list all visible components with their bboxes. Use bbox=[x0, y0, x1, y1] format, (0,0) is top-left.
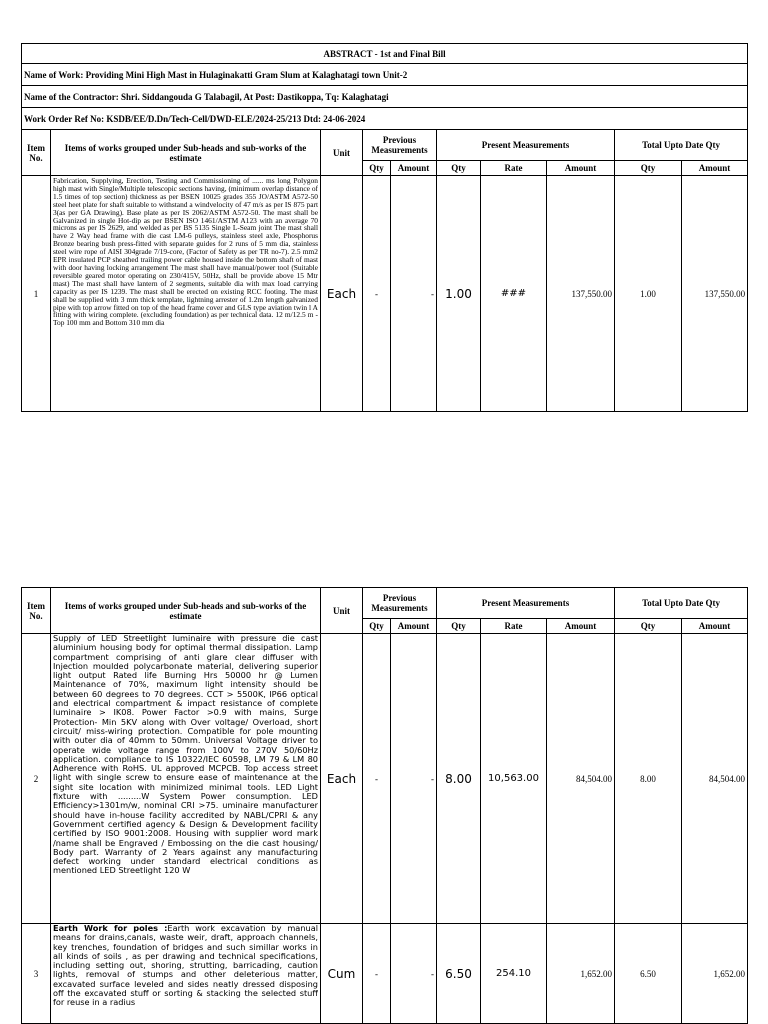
name-of-work: Name of Work: Providing Mini High Mast in Hulaginakatti Gram Slum at Kalaghatagi town Unit-2 bbox=[22, 64, 748, 86]
present-qty: 8.00 bbox=[437, 634, 481, 924]
abstract-table-page-1 bbox=[21, 43, 748, 412]
header-previous: Previous Measurements bbox=[363, 588, 437, 619]
prev-qty: - bbox=[363, 924, 391, 1024]
present-qty: 6.50 bbox=[437, 924, 481, 1024]
prev-amount: - bbox=[391, 924, 437, 1024]
header-present-amount: Amount bbox=[547, 619, 615, 634]
table-row bbox=[22, 176, 748, 412]
item-unit: Each bbox=[321, 634, 363, 924]
item-unit: Cum bbox=[321, 924, 363, 1024]
header-total-qty: Qty bbox=[615, 619, 682, 634]
header-total-amount: Amount bbox=[682, 619, 748, 634]
work-order-ref: Work Order Ref No: KSDB/EE/D.Dn/Tech-Cell/DWD-ELE/2024-25/213 Dtd: 24-06-2024 bbox=[22, 108, 748, 130]
header-item-no: Item No. bbox=[22, 130, 51, 176]
item-description-text: Earth work excavation by manual means for drains,canals, waste weir, draft, approach channels, key trenches, foundation of bridges and such simillar works in all kinds of soils , as per drawing and technical specifications, including setting out, shoring, strutting, barricading, caution lights, removal of stumps and other deleterious matter, excavated surface leveled and sides neatly dressed disposing off the excavated stuff or sorting & stacking the selected stuff for reuse in a radius bbox=[53, 924, 318, 1008]
abstract-title: ABSTRACT - 1st and Final Bill bbox=[22, 44, 748, 64]
contractor-name: Name of the Contractor: Shri. Siddangouda G Talabagil, At Post: Dastikoppa, Tq: Kalaghatagi bbox=[22, 86, 748, 108]
total-amount: 84,504.00 bbox=[682, 634, 748, 924]
header-item-no: Item No. bbox=[22, 588, 51, 634]
header-prev-amount: Amount bbox=[391, 161, 437, 176]
prev-amount: - bbox=[391, 634, 437, 924]
header-prev-qty: Qty bbox=[363, 161, 391, 176]
item-no: 1 bbox=[22, 176, 51, 412]
total-qty: 6.50 bbox=[615, 924, 682, 1024]
present-rate: 10,563.00 bbox=[481, 634, 547, 924]
present-rate: ### bbox=[481, 176, 547, 412]
total-amount: 1,652.00 bbox=[682, 924, 748, 1024]
header-total: Total Upto Date Qty bbox=[615, 588, 748, 619]
header-present-rate: Rate bbox=[481, 619, 547, 634]
item-description bbox=[51, 924, 321, 1024]
prev-qty: - bbox=[363, 634, 391, 924]
total-qty: 8.00 bbox=[615, 634, 682, 924]
header-present-qty: Qty bbox=[437, 619, 481, 634]
table-row bbox=[22, 924, 748, 1024]
header-present: Present Measurements bbox=[437, 588, 615, 619]
item-no: 3 bbox=[22, 924, 51, 1024]
header-items: Items of works grouped under Sub-heads and sub-works of the estimate bbox=[51, 588, 321, 634]
item-description: Fabrication, Supplying, Erection, Testing and Commissioning of ...... ms long Polygon high mast with Single/Multiple telescopic sections having, (minimum overlap distance of 1.5 times of top section) thickness as per BSEN 10025 grades 355 JO/ASTM A572-50 steel heet plate for shaft suitable to withstand a windvelocity of 47 m/s as per IS 875 part 3(as per GA Drawing). Base plate as per IS 2062/ASTM A572-50. The mast shall be Galvanized in single Hot-dip as per BSEN ISO 1461/ASTM A123 with an average 70 microns as per IS 2629, and welded as per BS 5135 Single L-Seam joint The mast shall have 2 Way head frame with die cast LM-6 pulleys, stainless steel axle, Phosphorus Bronze bearing bush press-fitted with separate guides for 2 runs of 5 mm dia, stainless steel wire rope of AISI 304grade 7/19-core, (Factor of Safety as per TR no-7). 2.5 mm2 EPR insulated PCP sheathed trailing power cable housed inside the bottom shaft of mast with door having locking arrangement The mast shall have manual/power tool (Suitable reversible geared motor operating on 230/415V, 50Hz, shall be provide above 15 Mtr mast) The mast shall have lantern of 2 segments, suitable dia with max load carrying capacity as per IS 1239. The mast shall be erected on existing RCC footing. The mast shall be supplied with 3 mm thick template, lightning arrester of 1.2m length galvanized pipe with top arrow fitted on top of the head frame cover and GLS type aviation twin l A fitting with wiring complete. (excluding foundation) as per technical data. 12 m/12.5 m - Top 100 mm and Bottom 310 mm dia bbox=[51, 176, 321, 412]
header-unit: Unit bbox=[321, 130, 363, 176]
present-amount: 137,550.00 bbox=[547, 176, 615, 412]
header-prev-qty: Qty bbox=[363, 619, 391, 634]
header-total-amount: Amount bbox=[682, 161, 748, 176]
total-amount: 137,550.00 bbox=[682, 176, 748, 412]
header-items: Items of works grouped under Sub-heads and sub-works of the estimate bbox=[51, 130, 321, 176]
item-description: Supply of LED Streetlight luminaire with pressure die cast aluminium housing body for optimal thermal dissipation. Lamp compartment comprising of anti glare clear diffuser with Injection moulded polycarbonate material, delivering superior light output Rated life Burning Hrs 50000 hr @ Lumen Maintenance of 70%, maximum light intensity should be between 60 degrees to 70 degrees. CCT > 5500K, IP66 optical and electrical compartment & impact resistance of complete luminaire > IK08. Power Factor >0.9 with mains, Surge Protection- Min 5KV along with Over voltage/ Overload, short circuit/ miss-wiring protection. Compatible for pole mounting with outer dia of 40mm to 50mm. Universal Voltage driver to operate wide voltage range from 100V to 270V 50/60Hz application. compliance to IS 10322/IEC 60598, LM 79 & LM 80 Adherence with RoHS. UL approved MCPCB. Top access street light with single screw to ensure ease of maintenance at the sight site location with minimized minimal tools. LED Light fixture with .........W System Power consumption. LED Efficiency>1301m/w, nominal CRI >75. uminaire manufacturer should have in-house facility accredited by NABL/CPRI & any Government certified agency & Design & Development facility certified by ISO 9001:2008. Housing with supplier word mark /name shall be Engraved / Embossing on the die cast housing/ Body part. Warranty of 2 Years against any manufacturing defect working under standard electrical conditions as mentioned LED Streetlight 120 W bbox=[51, 634, 321, 924]
prev-amount: - bbox=[391, 176, 437, 412]
header-prev-amount: Amount bbox=[391, 619, 437, 634]
item-description-lead: Earth Work for poles : bbox=[53, 924, 168, 933]
header-total-qty: Qty bbox=[615, 161, 682, 176]
header-present: Present Measurements bbox=[437, 130, 615, 161]
header-present-qty: Qty bbox=[437, 161, 481, 176]
header-total: Total Upto Date Qty bbox=[615, 130, 748, 161]
header-present-rate: Rate bbox=[481, 161, 547, 176]
present-qty: 1.00 bbox=[437, 176, 481, 412]
table-row bbox=[22, 634, 748, 924]
item-unit: Each bbox=[321, 176, 363, 412]
abstract-table-page-2 bbox=[21, 587, 748, 1024]
header-unit: Unit bbox=[321, 588, 363, 634]
item-no: 2 bbox=[22, 634, 51, 924]
total-qty: 1.00 bbox=[615, 176, 682, 412]
present-rate: 254.10 bbox=[481, 924, 547, 1024]
header-present-amount: Amount bbox=[547, 161, 615, 176]
prev-qty: - bbox=[363, 176, 391, 412]
header-previous: Previous Measurements bbox=[363, 130, 437, 161]
present-amount: 1,652.00 bbox=[547, 924, 615, 1024]
present-amount: 84,504.00 bbox=[547, 634, 615, 924]
